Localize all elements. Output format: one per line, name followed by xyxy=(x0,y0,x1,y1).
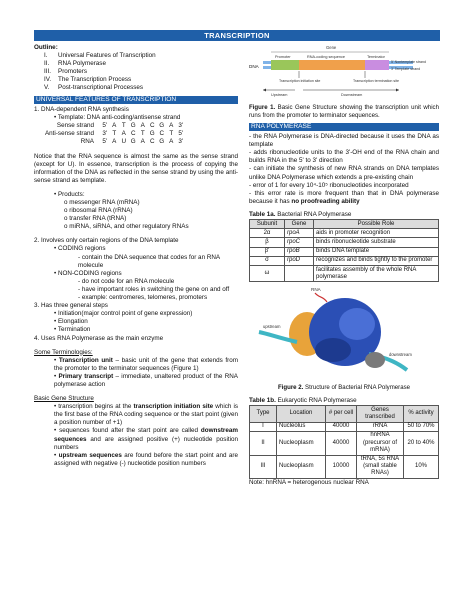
outline-number: II. xyxy=(44,60,50,68)
terminologies-heading: Some Terminologies: xyxy=(34,348,93,356)
base: A xyxy=(121,130,126,138)
base: C xyxy=(159,130,165,138)
sequence-block xyxy=(34,122,238,146)
base: G xyxy=(130,138,136,146)
product-text: messenger RNA (mRNA) xyxy=(69,199,140,206)
template-bullet-text: Template: DNA anti-coding/antisense strand xyxy=(57,114,181,122)
term-name: Transcription unit xyxy=(58,356,113,364)
column-header: % activity xyxy=(404,406,439,422)
gene-diagram xyxy=(249,44,439,104)
figure-2-caption xyxy=(249,384,439,392)
step-item: • Initiation(major control point of gene expression) xyxy=(54,310,193,318)
table-row xyxy=(250,229,439,238)
table-cell: hnRNA (precursor of mRNA) xyxy=(357,431,404,455)
table-row xyxy=(250,431,439,455)
table-cell: II xyxy=(250,431,277,455)
caption-label: Figure 2. xyxy=(277,384,304,392)
rna-label: RNA xyxy=(311,287,321,293)
table-cell: recognizes and binds tightly to the promoter xyxy=(314,256,439,265)
termination-site-label: Transcription termination site xyxy=(353,79,400,83)
gene-label: Gene xyxy=(326,45,337,50)
base: G xyxy=(159,122,165,130)
column-header: Gene xyxy=(285,220,314,229)
sequence-row-sense xyxy=(34,122,238,130)
figure-2-polymerase-structure xyxy=(249,284,439,384)
column-header: Type xyxy=(250,406,277,422)
base: G xyxy=(149,130,155,138)
column-header: Possible Role xyxy=(314,220,439,229)
sequence-label: Anti-sense strand xyxy=(44,130,94,138)
table-cell: binds DNA template xyxy=(314,247,439,256)
base: 3' xyxy=(178,138,184,146)
right-column xyxy=(249,44,439,487)
product-item: o miRNA, siRNA, and other regulatory RNAs xyxy=(64,223,189,231)
table-cell: rpoC xyxy=(285,238,314,247)
coding-description: - contain the DNA sequence that codes for an RNA molecule xyxy=(78,253,220,269)
item-text: are found before the start point and are assigned with negative (-) nucleotide position numbers xyxy=(54,451,238,467)
template-bullet: • Template: DNA anti-coding/antisense strand xyxy=(54,114,181,122)
coding-region xyxy=(299,60,365,70)
item-keyword: upstream sequences xyxy=(58,451,122,459)
table-cell: β xyxy=(250,238,285,247)
caption-label: Table 1b. xyxy=(249,397,276,405)
base: 5' xyxy=(102,138,108,146)
table-row xyxy=(250,455,439,479)
products-bullet: • Products: xyxy=(54,190,85,198)
coding-label: CODING regions xyxy=(57,245,106,253)
base: A xyxy=(169,138,174,146)
figure-1-gene-structure xyxy=(249,44,439,104)
table-cell: 40000 xyxy=(326,422,357,431)
outline-heading: Outline: xyxy=(34,44,58,51)
table-cell: 10000 xyxy=(326,455,357,479)
rnap-point: - can initiate the synthesis of new RNA strands on DNA templates unlike DNA Polymerase which extends a pre-existing chain xyxy=(249,165,439,181)
term-definition: – immediate, unaltered product of the RNA polymerase action xyxy=(54,372,238,388)
table-cell: ω xyxy=(250,266,285,282)
table-1b-caption xyxy=(249,397,439,405)
base: C xyxy=(130,130,136,138)
base: 5' xyxy=(178,130,184,138)
caption-text: Bacterial RNA Polymerase xyxy=(275,210,352,218)
base: T xyxy=(121,122,126,130)
column-header: Location xyxy=(277,406,326,422)
table-cell: tRNA, 5s RNA (small stable RNAs) xyxy=(357,455,404,479)
outline-item xyxy=(34,76,238,84)
base: 3' xyxy=(102,130,108,138)
outline-text: The Transcription Process xyxy=(58,76,132,84)
outline-list xyxy=(34,52,238,92)
page-title: TRANSCRIPTION xyxy=(34,30,440,41)
sequence-label: RNA xyxy=(80,138,94,146)
term-transcription-unit: • Transcription unit – basic unit of the gene that extends from the promoter to the terminator sequences (Figure 1) xyxy=(54,356,238,372)
table-cell: rpoB xyxy=(285,247,314,256)
term-name: Primary transcript xyxy=(58,372,114,380)
noncoding-description: - example: centromeres, telomeres, promoters xyxy=(78,294,208,302)
upstream-label: Upstream xyxy=(271,93,288,97)
downstream-label: downstream xyxy=(389,352,412,358)
omega-subunit-shape xyxy=(365,352,385,368)
outline-number: IV. xyxy=(44,76,52,84)
sequence-row-rna xyxy=(34,138,238,146)
outline-number: I. xyxy=(44,52,48,60)
term-primary-transcript: • Primary transcript – immediate, unaltered product of the RNA polymerase action xyxy=(54,372,238,388)
table-cell: Nucleoplasm xyxy=(277,455,326,479)
item-text: which is the first base of the RNA coding sequence or the start point (given a position number of +1) xyxy=(54,403,238,427)
table-cell: binds ribonucleotide substrate xyxy=(314,238,439,247)
base: T xyxy=(140,130,145,138)
base: A xyxy=(169,122,174,130)
sequence-bases xyxy=(100,130,186,138)
caption-label: Table 1a. xyxy=(249,210,276,218)
table-cell: aids in promoter recognition xyxy=(314,229,439,238)
sequence-bases xyxy=(100,138,186,146)
table-row xyxy=(250,266,439,282)
terminator-label: Terminator xyxy=(367,55,385,59)
step-text: Initiation(major control point of gene expression) xyxy=(57,310,193,318)
downstream-label: Downstream xyxy=(341,93,363,97)
base: 3' xyxy=(178,122,184,130)
table-cell: Nucleoplasm xyxy=(277,431,326,455)
point-2: 2. Involves only certain regions of the DNA template xyxy=(34,237,179,245)
caption-label: Figure 1. xyxy=(249,104,276,111)
table-cell: 20 to 40% xyxy=(404,431,439,455)
step-item: • Elongation xyxy=(54,318,88,326)
caption-text: Structure of Bacterial RNA Polymerase xyxy=(303,384,411,392)
table-cell: I xyxy=(250,422,277,431)
section-heading-universal-features: UNIVERSAL FEATURES OF TRANSCRIPTION xyxy=(34,96,238,105)
table-cell: 2α xyxy=(250,229,285,238)
caption-text: Basic Gene Structure showing the transcription unit which runs from the promoter to terminator sequences. xyxy=(249,104,439,119)
beta-subunit-shape xyxy=(339,308,375,340)
noncoding-description: - have important roles in switching the gene on and off xyxy=(78,285,230,293)
polymerase-illustration xyxy=(249,284,439,384)
item-text: sequences found after the start point are called xyxy=(59,427,201,435)
downstream-arrowhead xyxy=(396,89,399,92)
table-header-row xyxy=(250,406,439,422)
table-row xyxy=(250,422,439,431)
table-cell: facilitates assembly of the whole RNA polymerase xyxy=(314,266,439,282)
noncoding-bullet: • NON-CODING regions xyxy=(54,269,122,277)
table-cell: β' xyxy=(250,247,285,256)
base: G xyxy=(130,122,136,130)
template-label: 3' Template strand xyxy=(391,67,421,71)
product-item: o messenger RNA (mRNA) xyxy=(64,199,140,206)
product-item: o transfer RNA (tRNA) xyxy=(64,215,127,223)
point-keyword: no proofreading ability xyxy=(291,197,360,205)
table-row xyxy=(250,256,439,265)
rnap-point xyxy=(249,190,439,206)
base: A xyxy=(140,122,145,130)
table-cell: 40000 xyxy=(326,431,357,455)
beta-prime-subunit-shape xyxy=(315,338,351,362)
item-keyword: transcription initiation site xyxy=(133,403,214,411)
rnap-point: - error of 1 for every 10⁴-10⁵ ribonucleotides incorporated xyxy=(249,181,409,189)
rnap-point: - adds ribonucleotide units to the 3'-OH end of the RNA chain and builds RNA in the 5' to 3' direction xyxy=(249,149,439,165)
section-heading-rna-polymerase: RNA POLYMERASE xyxy=(249,123,439,132)
outline-item xyxy=(34,68,238,76)
base: T xyxy=(169,130,174,138)
item-text: and are assigned positive (+) nucleotide position numbers xyxy=(54,435,238,451)
step-text: Elongation xyxy=(57,318,88,326)
caption-text: Eukaryotic RNA Polymerase xyxy=(275,397,357,405)
term-definition: – basic unit of the gene that extends from the promoter to the terminator sequences (Figure 1) xyxy=(54,356,238,372)
gene-structure-item: • sequences found after the start point are called downstream sequences and are assigned positive (+) nucleotide position numbers xyxy=(54,427,238,451)
product-text: miRNA, siRNA, and other regulatory RNAs xyxy=(69,223,189,231)
table-cell: rRNA xyxy=(357,422,404,431)
outline-item xyxy=(34,52,238,60)
outline-item xyxy=(34,60,238,68)
column-header: # per cell xyxy=(326,406,357,422)
promoter-region xyxy=(271,60,299,70)
base: 5' xyxy=(102,122,108,130)
sequence-row-antisense xyxy=(34,130,238,138)
upstream-arrowhead xyxy=(263,89,266,92)
nontemplate-label: 5' Nontemplate strand xyxy=(391,60,427,64)
table-row xyxy=(250,247,439,256)
table-note: Note: hnRNA = heterogenous nuclear RNA xyxy=(249,479,369,487)
sequence-bases xyxy=(100,122,186,130)
outline-number: V. xyxy=(44,84,50,92)
point-4: 4. Uses RNA Polymerase as the main enzyme xyxy=(34,334,164,342)
eukaryotic-rnap-table xyxy=(249,405,439,479)
bacterial-rnap-table xyxy=(249,219,439,282)
table-cell xyxy=(285,266,314,282)
outline-text: Promoters xyxy=(58,68,88,76)
rnap-point: - the RNA Polymerase is DNA-directed because it uses the DNA as template xyxy=(249,133,439,149)
table-cell: III xyxy=(250,455,277,479)
base: U xyxy=(121,138,127,146)
dna-label: DNA xyxy=(249,64,259,69)
outline-text: RNA Polymerase xyxy=(58,60,106,68)
table-header-row xyxy=(250,220,439,229)
basic-gene-heading: Basic Gene Structure xyxy=(34,395,94,403)
table-cell: rpoA xyxy=(285,229,314,238)
point-1: 1. DNA-dependent RNA synthesis xyxy=(34,106,129,114)
base: C xyxy=(149,122,155,130)
column-header: Subunit xyxy=(250,220,285,229)
outline-number: III. xyxy=(44,68,51,76)
upstream-label: upstream xyxy=(263,324,281,330)
table-1a-caption xyxy=(249,211,439,219)
noncoding-label: NON-CODING regions xyxy=(57,269,122,277)
point-text: - this error rate is more frequent than that in DNA polymerase because it has xyxy=(249,189,439,205)
gene-structure-item: • transcription begins at the transcription initiation site which is the first base of the RNA coding sequence or the start point (given a position number of +1) xyxy=(54,403,238,427)
base: T xyxy=(112,130,117,138)
item-keyword: downstream sequences xyxy=(54,427,238,443)
base: A xyxy=(112,138,117,146)
step-text: Termination xyxy=(57,326,91,334)
table-cell: 50 to 70% xyxy=(404,422,439,431)
point-3: 3. Has three general steps xyxy=(34,302,108,310)
coding-bullet: • CODING regions xyxy=(54,245,106,253)
column-header: Genes transcribed xyxy=(357,406,404,422)
table-row xyxy=(250,238,439,247)
step-item: • Termination xyxy=(54,326,91,334)
rna-strand xyxy=(315,293,327,302)
base: A xyxy=(112,122,117,130)
product-item: o ribosomal RNA (rRNA) xyxy=(64,207,133,215)
figure-1-caption xyxy=(249,104,439,120)
left-column xyxy=(34,44,238,468)
item-text: transcription begins at the xyxy=(58,403,134,411)
terminator-region xyxy=(365,60,389,70)
products-label: Products: xyxy=(57,190,85,198)
notice-paragraph: Notice that the RNA sequence is almost the same as the sense strand (except for U). In essence, transcription is the process of copying the information of the DNA as reflected in the sense strand by using the anti-sense strand as template. xyxy=(34,152,238,184)
table-cell: Nucleolus xyxy=(277,422,326,431)
base: A xyxy=(140,138,145,146)
base: C xyxy=(149,138,155,146)
sequence-label: Sense strand xyxy=(56,122,94,130)
coding-label: RNA-coding sequence xyxy=(307,55,345,59)
promoter-label: Promoter xyxy=(275,55,291,59)
outline-item xyxy=(34,84,238,92)
table-cell: 10% xyxy=(404,455,439,479)
noncoding-description: - do not code for an RNA molecule xyxy=(78,277,175,285)
initiation-site-label: Transcription initiation site xyxy=(279,79,321,83)
product-text: transfer RNA (tRNA) xyxy=(69,215,127,223)
product-text: ribosomal RNA (rRNA) xyxy=(69,207,133,215)
table-cell: rpoD xyxy=(285,256,314,265)
base: G xyxy=(159,138,165,146)
table-cell: σ xyxy=(250,256,285,265)
outline-text: Post-transcriptional Processes xyxy=(58,84,144,92)
gene-structure-item: • upstream sequences are found before the start point and are assigned with negative (-) nucleotide position numbers xyxy=(54,451,238,467)
outline-text: Universal Features of Transcription xyxy=(58,52,156,60)
